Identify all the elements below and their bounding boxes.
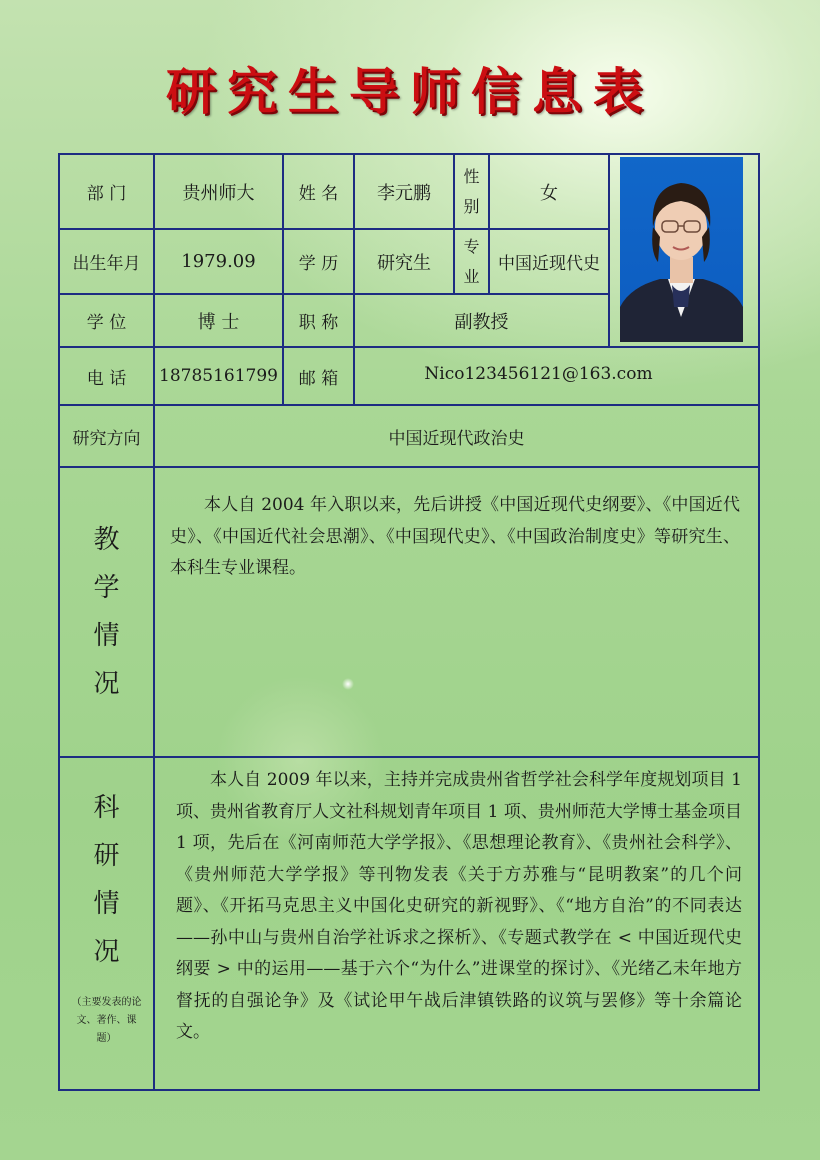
research-char-4: 况 xyxy=(93,937,120,967)
birth-label: 出生年月 xyxy=(60,230,155,295)
major-label-1: 专 xyxy=(463,236,480,256)
degree-label: 学 位 xyxy=(60,295,155,348)
gender-label-2: 别 xyxy=(463,196,480,216)
dept-value: 贵州师大 xyxy=(155,155,284,230)
teaching-char-3: 情 xyxy=(93,621,120,651)
research-char-1: 科 xyxy=(93,793,120,823)
major-value: 中国近现代史 xyxy=(490,230,610,295)
major-label-2: 业 xyxy=(463,266,480,286)
phone-label: 电 话 xyxy=(60,348,155,406)
research-direction-label: 研究方向 xyxy=(60,406,155,468)
email-label: 邮 箱 xyxy=(284,348,355,406)
phone-value: 18785161799 xyxy=(155,348,284,406)
research-char-2: 研 xyxy=(93,841,120,871)
teaching-char-2: 学 xyxy=(93,573,120,603)
gender-value: 女 xyxy=(490,155,610,230)
portrait-photo xyxy=(620,157,743,342)
name-value: 李元鹏 xyxy=(355,155,455,230)
edu-value: 研究生 xyxy=(355,230,455,295)
gender-label-1: 性 xyxy=(463,166,480,186)
light-sparkle xyxy=(342,678,354,690)
edu-label: 学 历 xyxy=(284,230,355,295)
page-title: 研究生导师信息表 xyxy=(166,63,654,121)
name-label: 姓 名 xyxy=(284,155,355,230)
degree-value: 博 士 xyxy=(155,295,284,348)
research-note: （主要发表的论文、著作、课题） xyxy=(71,997,142,1044)
research-label xyxy=(60,758,155,1091)
teaching-text: 本人自 2004 年入职以来，先后讲授《中国近现代史纲要》、《中国近代史》、《中国近代社会思潮》、《中国现代史》、《中国政治制度史》等研究生、本科生专业课程。 xyxy=(170,495,740,578)
major-label xyxy=(455,230,490,295)
title-value: 副教授 xyxy=(355,295,610,348)
email-value: Nico123456121@163.com xyxy=(355,348,760,406)
gender-label xyxy=(455,155,490,230)
research-direction-value: 中国近现代政治史 xyxy=(155,406,760,468)
teaching-char-1: 教 xyxy=(93,525,120,555)
title-label: 职 称 xyxy=(284,295,355,348)
dept-label: 部 门 xyxy=(60,155,155,230)
research-text: 本人自 2009 年以来，主持并完成贵州省哲学社会科学年度规划项目 1 项、贵州省教育厅人文社科规划青年项目 1 项、贵州师范大学博士基金项目 1 项，先后在《河南师范大学学报》、《思想理论教育》、《贵州社会科学》、《贵州师范大学学报》等刊物发表《关于方苏雅与“昆明教案”的几个问题》、《开拓马克思主义中国化史研究的新视野》、《“地方自治”的不同表达——孙中山与贵州自治学社诉求之探析》、《专题式教学在 < 中国近现代史纲要 > 中的运用——基于六个“为什么”进课堂的探讨》、《光绪乙未年地方督抚的自强论争》及《试论甲午战后津镇铁路的议筑与罢修》等十余篇论文。 xyxy=(176,770,742,1042)
birth-value: 1979.09 xyxy=(155,230,284,295)
teaching-label xyxy=(60,468,155,758)
research-char-3: 情 xyxy=(93,889,120,919)
teaching-char-4: 况 xyxy=(93,669,120,699)
